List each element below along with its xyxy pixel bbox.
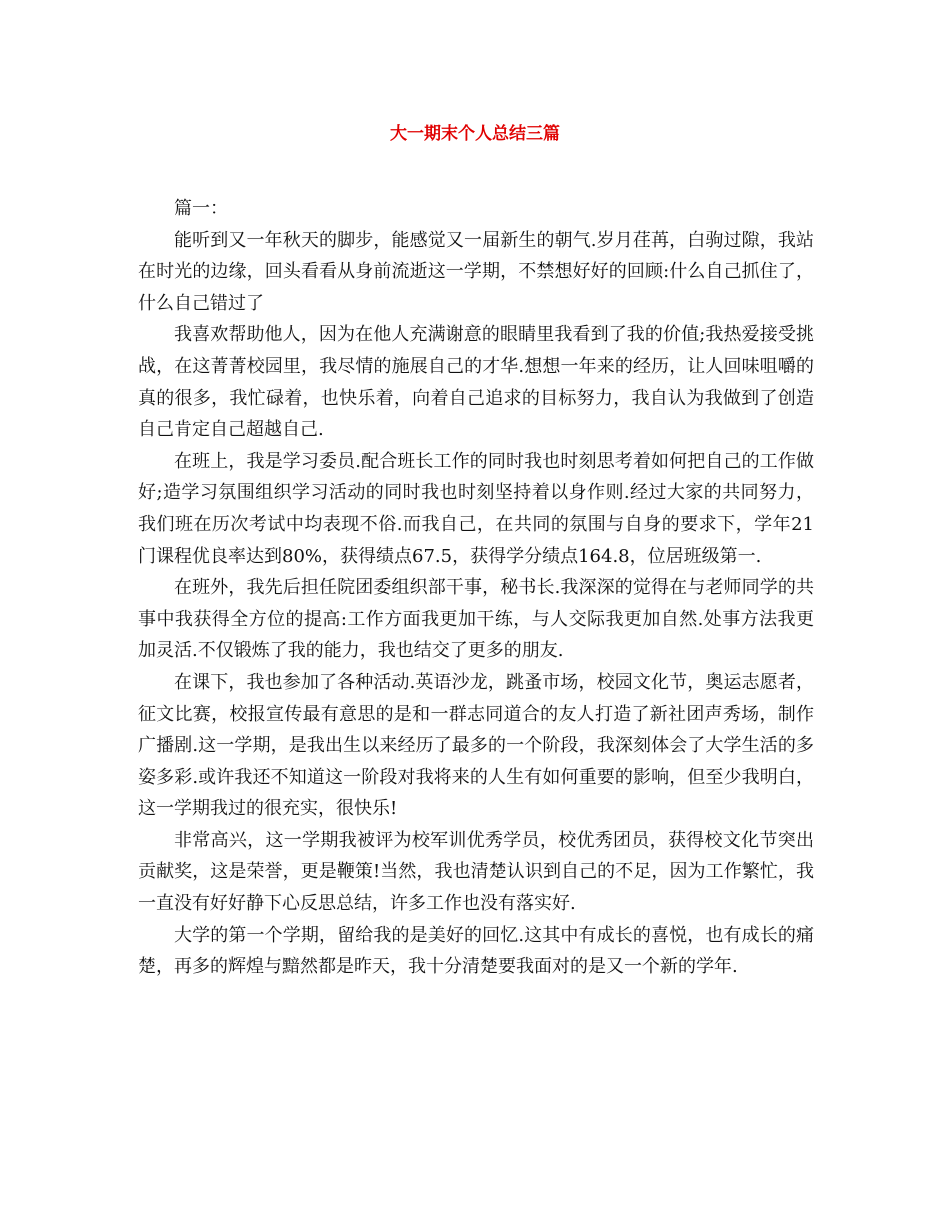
document-body bbox=[138, 193, 814, 983]
paragraph: 在课下，我也参加了各种活动.英语沙龙，跳蚤市场，校园文化节，奥运志愿者，征文比赛，校报宣传最有意思的是和一群志同道合的友人打造了新社团声秀场，制作广播剧.这一学期，是我出生以来经历了最多的一个阶段，我深刻体会了大学生活的多姿多彩.或许我还不知道这一阶段对我将来的人生有如何重要的影响，但至少我明白，这一学期我过的很充实，很快乐! bbox=[138, 671, 814, 820]
paragraph: 能听到又一年秋天的脚步，能感觉又一届新生的朝气.岁月荏苒，白驹过隙，我站在时光的边缘，回头看看从身前流逝这一学期，不禁想好好的回顾:什么自己抓住了，什么自己错过了 bbox=[138, 229, 814, 314]
paragraph: 大学的第一个学期，留给我的是美好的回忆.这其中有成长的喜悦，也有成长的痛楚，再多的辉煌与黯然都是昨天，我十分清楚要我面对的是又一个新的学年. bbox=[138, 924, 814, 978]
paragraph: 我喜欢帮助他人，因为在他人充满谢意的眼睛里我看到了我的价值;我热爱接受挑战，在这菁菁校园里，我尽情的施展自己的才华.想想一年来的经历，让人回味咀嚼的真的很多，我忙碌着，也快乐着，向着自己追求的目标努力，我自认为我做到了创造自己肯定自己超越自己. bbox=[138, 324, 814, 441]
paragraph: 在班外，我先后担任院团委组织部干事，秘书长.我深深的觉得在与老师同学的共事中我获得全方位的提高:工作方面我更加干练，与人交际我更加自然.处事方法我更加灵活.不仅锻炼了我的能力，我也结交了更多的朋友. bbox=[138, 577, 814, 662]
document-title: 大一期末个人总结三篇 bbox=[390, 124, 560, 144]
section-label: 篇一： bbox=[174, 198, 228, 219]
paragraph: 在班上，我是学习委员.配合班长工作的同时我也时刻思考着如何把自己的工作做好;造学习氛围组织学习活动的同时我也时刻坚持着以身作则.经过大家的共同努力，我们班在历次考试中均表现不俗.而我自己，在共同的氛围与自身的要求下，学年21门课程优良率达到80%，获得绩点67.5，获得学分绩点164.8，位居班级第一. bbox=[138, 450, 814, 567]
paragraph: 非常高兴，这一学期我被评为校军训优秀学员，校优秀团员，获得校文化节突出贡献奖，这是荣誉，更是鞭策!当然，我也清楚认识到自己的不足，因为工作繁忙，我一直没有好好静下心反思总结，许多工作也没有落实好. bbox=[138, 829, 814, 915]
